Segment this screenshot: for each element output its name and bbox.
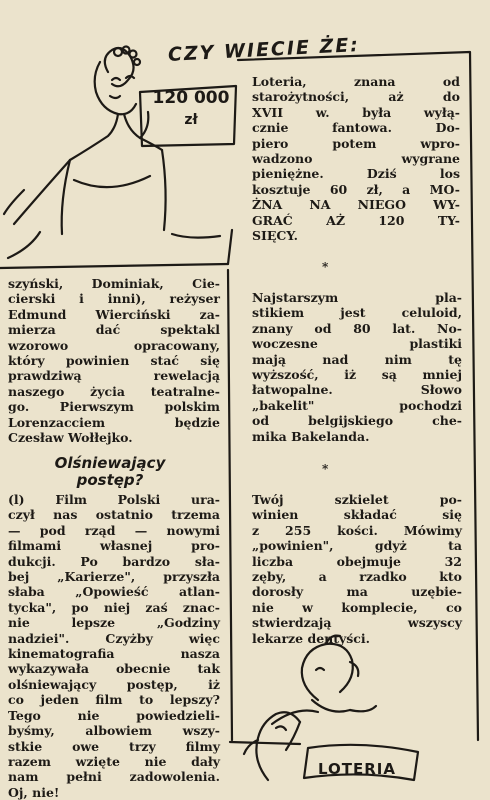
fact-lottery: [252, 74, 460, 243]
headline-line: postęp?: [76, 471, 144, 489]
text-line: z 255 kości. Mówimy: [252, 522, 462, 538]
prize-sign: [145, 90, 237, 127]
text-line: cznie fantowa. Do-: [252, 120, 460, 136]
text-line: woczesne plastiki: [252, 336, 462, 352]
fact-plastic: [252, 290, 462, 444]
text-line: olśniewający postęp, iż: [8, 676, 220, 692]
text-line: filmami własnej pro-: [8, 538, 220, 554]
headline-line: Olśniewający: [54, 454, 166, 472]
separator-star: *: [322, 462, 329, 476]
article-headline: [30, 455, 190, 489]
text-line: ŻNA NA NIEGO WY-: [252, 197, 460, 213]
text-line: czył nas ostatnio trzema: [8, 507, 220, 523]
text-line: słaba „Opowieść atlan-: [8, 584, 220, 600]
text-line: cierski i inni), reżyser: [8, 291, 220, 307]
fact-skeleton: [252, 492, 462, 646]
text-line: kinematografia nasza: [8, 646, 220, 662]
text-line: GRAĆ AŻ 120 TY-: [252, 212, 460, 228]
text-line: „bakelit" pochodzi: [252, 397, 462, 413]
text-line: dukcji. Po bardzo sła-: [8, 553, 220, 569]
text-line: Czesław Wołłejko.: [8, 430, 133, 446]
text-line: Lorenzacciem będzie: [8, 414, 220, 430]
text-line: co jeden film to lepszy?: [8, 692, 220, 708]
text-line: łatwopalne. Słowo: [252, 382, 462, 398]
text-line: nie w komplecie, co: [252, 599, 462, 615]
text-line: nadziei". Czyżby więc: [8, 630, 220, 646]
text-line: „powinien", gdyż ta: [252, 538, 462, 554]
loteria-sign: LOTERIA: [318, 760, 396, 778]
text-line: Tego nie powiedzieli-: [8, 707, 220, 723]
text-line: stwierdzają wszyscy: [252, 615, 462, 631]
text-line: wadzono wygrane: [252, 151, 460, 167]
text-line: od belgijskiego che-: [252, 413, 462, 429]
text-line: Najstarszym pla-: [252, 290, 462, 305]
text-line: Edmund Wierciński za-: [8, 306, 220, 322]
text-line: bej „Karierze", przyszła: [8, 569, 220, 585]
text-line: stikiem jest celuloid,: [252, 305, 462, 321]
text-line: naszego życia teatralne-: [8, 383, 220, 399]
text-line: Loteria, znana od: [252, 74, 460, 89]
text-line: szyński, Dominiak, Cie-: [8, 276, 220, 291]
text-line: XVII w. była wyłą-: [252, 104, 460, 120]
text-line: Oj, nie!: [8, 784, 60, 800]
text-line: Twój szkielet po-: [252, 492, 462, 507]
text-line: nam pełni zadowolenia.: [8, 769, 220, 785]
text-line: SIĘCY.: [252, 228, 299, 244]
text-line: stkie owe trzy filmy: [8, 738, 220, 754]
text-line: kosztuje 60 zł, a MO-: [252, 181, 460, 197]
text-line: winien składać się: [252, 507, 462, 523]
text-line: lekarze dentyści.: [252, 630, 371, 646]
text-line: (l) Film Polski ura-: [8, 492, 220, 507]
text-line: starożytności, aż do: [252, 89, 460, 105]
section-title: CZY WIECIE ŻE:: [167, 33, 361, 66]
text-line: dorosły ma uzębie-: [252, 584, 462, 600]
text-line: tycka", po niej zaś znac-: [8, 599, 220, 615]
text-line: — pod rząd — nowymi: [8, 522, 220, 538]
text-line: zęby, a rzadko kto: [252, 569, 462, 585]
article-body: [8, 492, 220, 800]
text-line: pieniężne. Dziś los: [252, 166, 460, 182]
text-line: wyższość, iż są mniej: [252, 367, 462, 383]
text-line: piero potem wpro-: [252, 135, 460, 151]
article-continuation: [8, 276, 220, 445]
text-line: mierza dać spektakl: [8, 322, 220, 338]
text-line: znany od 80 lat. No-: [252, 320, 462, 336]
prize-amount: 120 000: [152, 88, 230, 108]
text-line: który powinien stać się: [8, 353, 220, 369]
text-line: wzorowo opracowany,: [8, 337, 220, 353]
text-line: byśmy, albowiem wszy-: [8, 723, 220, 739]
text-line: prawdziwą rewelacją: [8, 368, 220, 384]
text-line: nie lepsze „Godziny: [8, 615, 220, 631]
text-line: mają nad nim tę: [252, 351, 462, 367]
text-line: liczba obejmuje 32: [252, 553, 462, 569]
text-line: go. Pierwszym polskim: [8, 399, 220, 415]
text-line: wykazywała obecnie tak: [8, 661, 220, 677]
separator-star: *: [322, 260, 329, 274]
prize-unit: zł: [184, 112, 198, 128]
text-line: mika Bakelanda.: [252, 428, 370, 444]
text-line: razem wzięte nie dały: [8, 753, 220, 769]
